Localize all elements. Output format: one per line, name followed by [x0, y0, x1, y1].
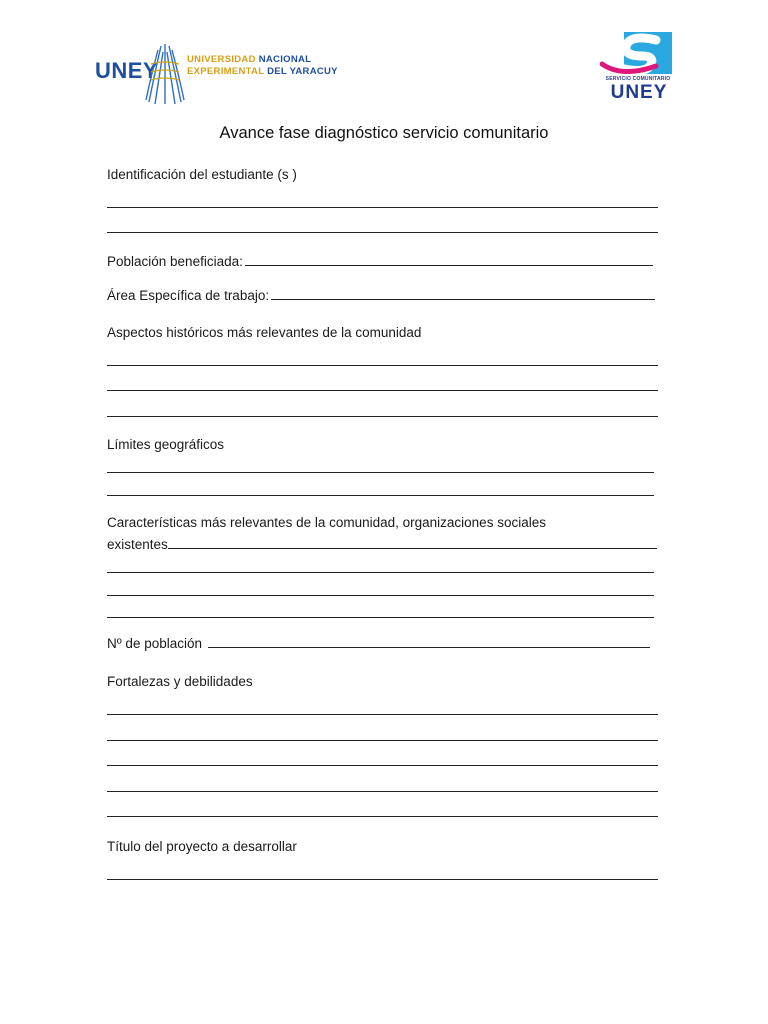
- fortalezas-line-3[interactable]: [107, 765, 658, 766]
- university-name: UNIVERSIDAD NACIONAL EXPERIMENTAL DEL YARACUY: [187, 54, 338, 77]
- titulo-proyecto-line[interactable]: [107, 879, 658, 880]
- servicio-comunitario-label: SERVICIO COMUNITARIO: [605, 76, 671, 82]
- aspectos-line-3[interactable]: [107, 416, 658, 417]
- caracteristicas-line-4[interactable]: [107, 617, 654, 618]
- poblacion-beneficiada-label: Población beneficiada:: [107, 254, 243, 269]
- servicio-comunitario-s-icon: [600, 32, 676, 76]
- poblacion-beneficiada-field[interactable]: [245, 265, 653, 266]
- aspectos-line-1[interactable]: [107, 365, 658, 366]
- aspectos-historicos-label: Aspectos históricos más relevantes de la comunidad: [107, 325, 422, 340]
- fortalezas-line-4[interactable]: [107, 791, 658, 792]
- aspectos-line-2[interactable]: [107, 390, 658, 391]
- limites-label: Límites geográficos: [107, 437, 225, 452]
- limites-line-1[interactable]: [107, 472, 654, 473]
- existentes-label: existentes: [107, 537, 168, 552]
- caracteristicas-label: Características más relevantes de la comunidad, organizaciones sociales: [107, 515, 546, 530]
- caracteristicas-row: [107, 537, 657, 552]
- caracteristicas-line-2[interactable]: [107, 572, 654, 573]
- poblacion-beneficiada-row: [107, 254, 653, 269]
- area-especifica-field[interactable]: [271, 299, 655, 300]
- area-especifica-label: Área Específica de trabajo:: [107, 288, 270, 303]
- form-title: Avance fase diagnóstico servicio comunitario: [219, 124, 549, 142]
- fortalezas-label: Fortalezas y debilidades: [107, 674, 253, 689]
- fortalezas-line-5[interactable]: [107, 816, 658, 817]
- identificacion-label: Identificación del estudiante (s ): [107, 167, 297, 182]
- caracteristicas-line-3[interactable]: [107, 595, 654, 596]
- n-poblacion-label: Nº de población: [107, 636, 202, 651]
- caracteristicas-field[interactable]: [168, 548, 657, 549]
- fortalezas-line-2[interactable]: [107, 740, 658, 741]
- identificacion-line-1[interactable]: [107, 207, 658, 208]
- uney-university-logo: [95, 42, 338, 108]
- fortalezas-line-1[interactable]: [107, 714, 658, 715]
- area-especifica-row: [107, 288, 655, 303]
- n-poblacion-row: [107, 636, 650, 651]
- right-uney-wordmark: UNEY: [610, 82, 668, 103]
- titulo-proyecto-label: Título del proyecto a desarrollar: [107, 839, 297, 854]
- identificacion-line-2[interactable]: [107, 232, 658, 233]
- uney-emblem-icon: [145, 42, 185, 106]
- limites-line-2[interactable]: [107, 495, 654, 496]
- uney-wordmark: UNEY: [95, 58, 159, 83]
- servicio-comunitario-logo: [600, 32, 676, 102]
- n-poblacion-field[interactable]: [208, 647, 650, 648]
